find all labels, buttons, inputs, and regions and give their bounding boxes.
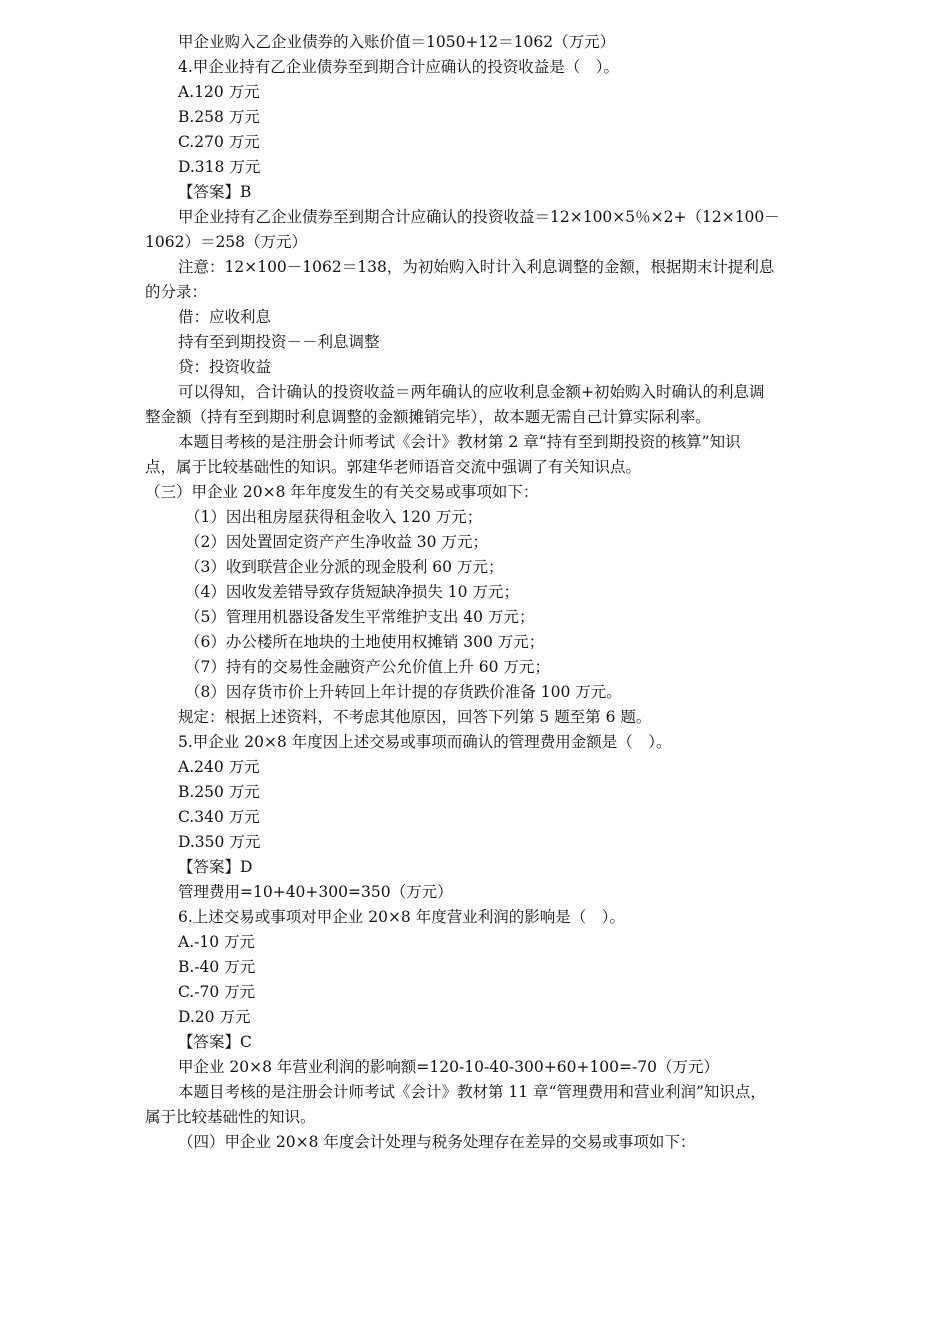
- text-line: 属于比较基础性的知识。: [145, 1108, 316, 1126]
- text-line: 整金额（持有至到期时利息调整的金额摊销完毕），故本题无需自己计算实际利率。: [145, 408, 711, 426]
- text-line: 可以得知，合计确认的投资收益＝两年确认的应收利息金额+初始购入时确认的利息调: [178, 383, 765, 401]
- option-c: C.-70 万元: [178, 983, 256, 1001]
- option-a: A.-10 万元: [178, 933, 256, 951]
- journal-credit: 贷：投资收益: [178, 358, 272, 376]
- answer-label: 【答案】C: [178, 1033, 252, 1051]
- option-b: B.258 万元: [178, 108, 260, 126]
- text-line: 的分录：: [145, 283, 208, 301]
- list-item: （8）因存货市价上升转回上年计提的存货跌价准备 100 万元。: [185, 683, 622, 701]
- option-a: A.240 万元: [178, 758, 260, 776]
- option-a: A.120 万元: [178, 83, 260, 101]
- option-d: D.318 万元: [178, 158, 261, 176]
- question-5: 5.甲企业 20×8 年度因上述交易或事项而确认的管理费用金额是（ ）。: [178, 733, 672, 751]
- list-item: （7）持有的交易性金融资产公允价值上升 60 万元；: [185, 658, 550, 676]
- text-line: 本题目考核的是注册会计师考试《会计》教材第 2 章“持有至到期投资的核算”知识: [178, 433, 741, 451]
- answer-label: 【答案】D: [178, 858, 253, 876]
- list-item: （2）因处置固定资产产生净收益 30 万元；: [185, 533, 488, 551]
- text-line: 注意：12×100－1062＝138，为初始购入时计入利息调整的金额，根据期末计提利息: [178, 258, 775, 276]
- text-line: 甲企业 20×8 年营业利润的影响额=120-10-40-300+60+100=-70（万元）: [178, 1058, 719, 1076]
- text-line: 1062）＝258（万元）: [145, 233, 308, 251]
- option-d: D.20 万元: [178, 1008, 251, 1026]
- section-heading: （四）甲企业 20×8 年度会计处理与税务处理存在差异的交易或事项如下：: [178, 1133, 696, 1151]
- list-item: （3）收到联营企业分派的现金股利 60 万元；: [185, 558, 504, 576]
- section-heading: （三）甲企业 20×8 年年度发生的有关交易或事项如下：: [145, 483, 539, 501]
- option-b: B.-40 万元: [178, 958, 256, 976]
- list-item: （5）管理用机器设备发生平常维护支出 40 万元；: [185, 608, 535, 626]
- text-line: 点，属于比较基础性的知识。郭建华老师语音交流中强调了有关知识点。: [145, 458, 642, 476]
- text-line: 甲企业购入乙企业债券的入账价值＝1050+12＝1062（万元）: [178, 33, 616, 51]
- journal-debit: 借：应收利息: [178, 308, 272, 326]
- text-line: 规定：根据上述资料，不考虑其他原因，回答下列第 5 题至第 6 题。: [178, 708, 652, 726]
- text-line: 甲企业持有乙企业债券至到期合计应确认的投资收益＝12×100×5％×2+（12×100－: [178, 208, 780, 226]
- option-b: B.250 万元: [178, 783, 260, 801]
- list-item: （1）因出租房屋获得租金收入 120 万元；: [185, 508, 483, 526]
- journal-line: 持有至到期投资－－利息调整: [178, 333, 380, 351]
- option-d: D.350 万元: [178, 833, 261, 851]
- option-c: C.270 万元: [178, 133, 260, 151]
- list-item: （4）因收发差错导致存货短缺净损失 10 万元；: [185, 583, 519, 601]
- text-line: 本题目考核的是注册会计师考试《会计》教材第 11 章“管理费用和营业利润”知识点，: [178, 1083, 766, 1101]
- answer-label: 【答案】B: [178, 183, 252, 201]
- option-c: C.340 万元: [178, 808, 260, 826]
- text-line: 管理费用=10+40+300=350（万元）: [178, 883, 453, 901]
- list-item: （6）办公楼所在地块的土地使用权摊销 300 万元；: [185, 633, 545, 651]
- question-4: 4.甲企业持有乙企业债券至到期合计应确认的投资收益是（ ）。: [178, 58, 620, 76]
- question-6: 6.上述交易或事项对甲企业 20×8 年度营业利润的影响是（ ）。: [178, 908, 625, 926]
